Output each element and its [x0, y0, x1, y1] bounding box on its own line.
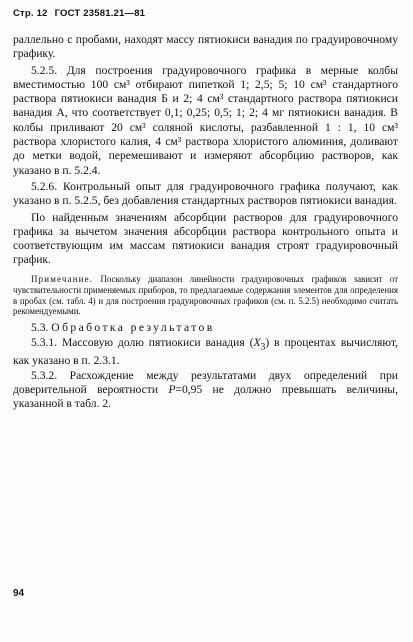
paragraph-calibration-graph: По найденным значениям абсорбции растворов для градуировочного графика за вычетом значения абсорбции раствора контрольного опыта и соответствующим им массам пятиокиси ванадия строят градуировочный график.: [13, 210, 398, 267]
page-number: 94: [13, 588, 25, 599]
standard-number: ГОСТ 23581.21—81: [54, 8, 146, 19]
paragraph-5-3-1: [13, 336, 398, 369]
document-body: [13, 33, 398, 411]
paragraph-5-3-1-text-a: 5.3.1. Массовую долю пятиокиси ванадия (: [31, 335, 254, 349]
paragraph-5-3-2: [13, 369, 398, 412]
note-label: Примечание.: [31, 273, 94, 284]
paragraph-5-3-1-text-b: ) в процентах вычисляют, как указано в п. 2.3.1.: [13, 335, 398, 368]
paragraph-5-2-6: 5.2.6. Контрольный опыт для градуировочного графика получают, как указано в п. 5.2.5, без добавления стандартных растворов пятиокиси ванадия.: [13, 179, 398, 208]
variable-x: X: [253, 335, 261, 349]
section-heading: [13, 321, 398, 335]
paragraph-5-2-5: 5.2.5. Для построения градуировочного графика в мерные колбы вместимостью 100 см³ отбирают пипеткой 1; 2,5; 5; 10 см³ стандартного раствора пятиокиси ванадия Б и 2; 4 см³ стандартного раствора пятиокиси ванадия А, что соответствует 0,1; 0,25; 0,5; 1; 2; 4 мг пятиокиси ванадия. В колбы приливают 20 см³ соляной кислоты, разбавленной 1 : 1, 10 см³ раствора хлористого калия, 4 см³ раствора хлористого алюминия, доливают до метки водой, перемешивают и измеряют абсорбцию растворов, как указано в п. 5.2.4.: [13, 63, 398, 177]
paragraph-5-3-2-text-a: 5.3.2. Расхождение между результатами двух определений при доверительной вероятности: [13, 368, 398, 396]
page-label: Стр. 12: [13, 8, 48, 19]
variable-p: P: [168, 382, 176, 396]
section-title: Обработка результатов: [51, 321, 215, 335]
note-text: Поскольку диапазон линейности градуировочных графиков зависит от чувствительности применяемых приборов, то предлагаемые содержания элементов для определения в пробах (см. табл. 4) и для построения градуировочных графиков (см. п. 5.2.5) необходимо считать рекомендуемыми.: [13, 273, 399, 317]
paragraph-5-3-2-text-b: =0,95 не должно превышать величины, указанной в табл. 2.: [13, 382, 398, 411]
paragraph-continuation: раллельно с пробами, находят массу пятиокиси ванадия по градуировочному графику.: [13, 33, 398, 61]
section-number: 5.3.: [31, 321, 49, 335]
variable-x-subscript: 3: [260, 340, 266, 352]
note: [13, 274, 398, 318]
page-header: [13, 8, 145, 19]
